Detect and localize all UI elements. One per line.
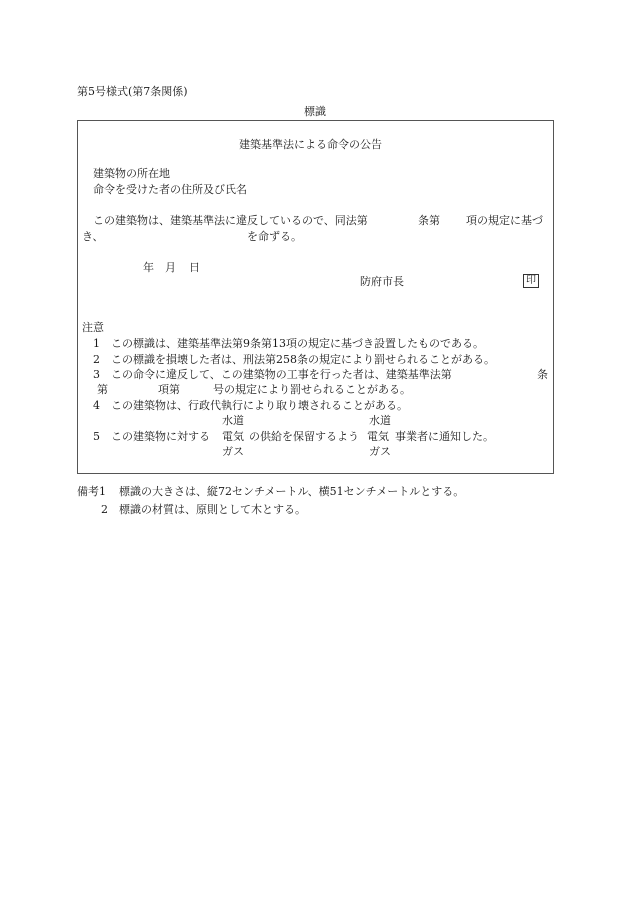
note-3-text: この命令に違反して、この建築物の工事を行った者は、建築基準法第 — [111, 368, 452, 381]
date-month: 月 — [165, 261, 176, 274]
note-3-kou: 項第 — [158, 383, 180, 396]
note-3-jou: 条 — [537, 368, 548, 381]
owner-label: 命令を受けた者の住所及び氏名 — [93, 183, 247, 196]
order-text-2b: を命ずる。 — [247, 230, 302, 243]
date-day: 日 — [189, 261, 200, 274]
remark-1-text: 標識の大きさは、縦72センチメートル、横51センチメートルとする。 — [119, 485, 465, 498]
notes-heading: 注意 — [82, 321, 104, 334]
order-text-1c: 項の規定に基づ — [466, 214, 543, 227]
note-5-provider-bottom: ガス — [369, 445, 391, 458]
note-5-supply-top: 水道 — [222, 414, 244, 427]
note-4-number: 4 — [93, 399, 100, 412]
note-5-end-text: 事業者に通知した。 — [395, 430, 494, 443]
form-header: 第5号様式(第7条関係) — [77, 85, 188, 98]
note-5-provider-top: 水道 — [369, 414, 391, 427]
note-3-go: 号の規定により罰せられることがある。 — [213, 383, 411, 396]
note-4-text: この建築物は、行政代執行により取り壊されることがある。 — [111, 399, 408, 412]
order-text-2a: き、 — [82, 230, 104, 243]
location-label: 建築物の所在地 — [93, 167, 170, 180]
caption: 標識 — [304, 105, 326, 118]
order-text-1b: 条第 — [418, 214, 440, 227]
remark-1-label: 備考1 — [77, 485, 106, 498]
issuer-title: 防府市長 — [360, 275, 404, 288]
order-text-1a: この建築物は、建築基準法に違反しているので、同法第 — [93, 214, 368, 227]
note-1-text: この標識は、建築基準法第9条第13項の規定に基づき設置したものである。 — [111, 337, 484, 350]
sign-title: 建築基準法による命令の公告 — [239, 138, 382, 151]
note-2-text: この標識を損壊した者は、刑法第258条の規定により罰せられることがある。 — [111, 353, 495, 366]
remark-2-label: 2 — [101, 503, 108, 516]
note-5-supply-mid: 電気 — [222, 430, 244, 443]
note-5-text: この建築物に対する — [111, 430, 210, 443]
note-5-supply-bottom: ガス — [222, 445, 244, 458]
note-5-provider-mid: 電気 — [367, 430, 389, 443]
note-2-number: 2 — [93, 353, 100, 366]
note-5-number: 5 — [93, 430, 100, 443]
note-1-number: 1 — [93, 337, 100, 350]
seal-mark: 印 — [523, 274, 539, 288]
note-3-number: 3 — [93, 368, 100, 381]
note-3-dai: 第 — [97, 383, 108, 396]
remark-2-text: 標識の材質は、原則として木とする。 — [119, 503, 306, 516]
note-5-mid-text: の供給を保留するよう — [249, 430, 359, 443]
date-year: 年 — [143, 261, 154, 274]
